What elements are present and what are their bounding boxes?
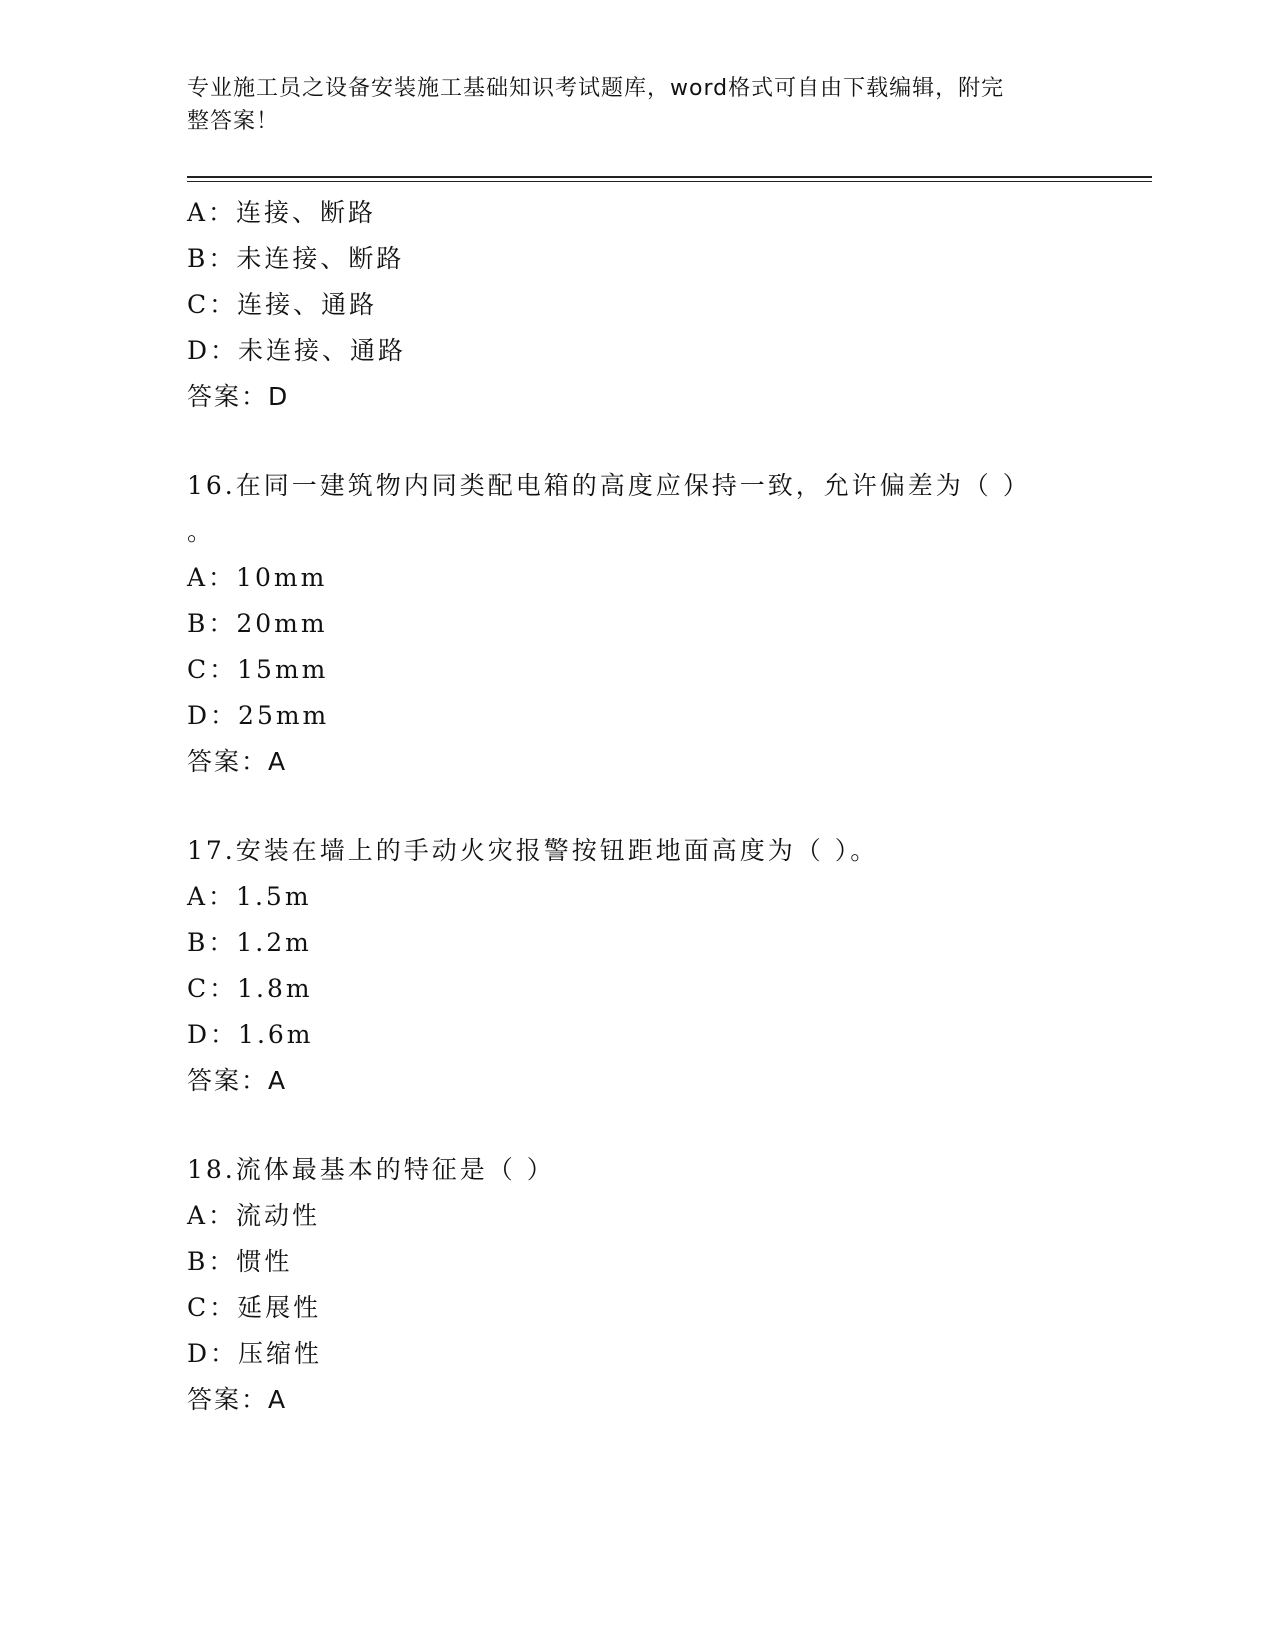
option-c: C：1.8m (187, 974, 313, 1003)
question-18 (187, 1147, 1147, 1423)
header-line-1: 专业施工员之设备安装施工基础知识考试题库，word格式可自由下载编辑，附完 (187, 76, 1005, 101)
option-a: A：10mm (187, 563, 328, 592)
question-text: 18.流体最基本的特征是（ ） (187, 1155, 555, 1184)
option-a: A：1.5m (187, 882, 312, 911)
question-list (187, 190, 1147, 1423)
option-d: D：25mm (187, 701, 330, 730)
header-rule-thick (187, 176, 1152, 178)
header-rule-thin (187, 181, 1152, 182)
option-a: A：流动性 (187, 1201, 321, 1230)
option-d: D：未连接、通路 (187, 336, 407, 365)
option-b: B：惯性 (187, 1247, 293, 1276)
question-16 (187, 463, 1147, 785)
option-c: C：延展性 (187, 1293, 322, 1322)
header-line-2: 整答案！ (187, 109, 280, 134)
option-a: A：连接、断路 (187, 198, 377, 227)
spacer (187, 420, 1147, 463)
option-c: C：15mm (187, 655, 329, 684)
option-d: D：1.6m (187, 1020, 314, 1049)
question-17 (187, 828, 1147, 1104)
option-b: B：1.2m (187, 928, 312, 957)
question-text-continued: 。 (187, 517, 213, 546)
answer: 答案：A (187, 1385, 288, 1414)
option-c: C：连接、通路 (187, 290, 378, 319)
question-15 (187, 190, 1147, 420)
spacer (187, 785, 1147, 828)
question-text: 16.在同一建筑物内同类配电箱的高度应保持一致，允许偏差为（ ） (187, 471, 1031, 500)
document-header (187, 72, 1067, 138)
question-text: 17.安装在墙上的手动火灾报警按钮距地面高度为（ ）。 (187, 836, 879, 865)
spacer (187, 1104, 1147, 1147)
answer: 答案：D (187, 382, 290, 411)
option-b: B：20mm (187, 609, 328, 638)
answer: 答案：A (187, 1066, 288, 1095)
option-d: D：压缩性 (187, 1339, 323, 1368)
option-b: B：未连接、断路 (187, 244, 405, 273)
answer: 答案：A (187, 747, 288, 776)
